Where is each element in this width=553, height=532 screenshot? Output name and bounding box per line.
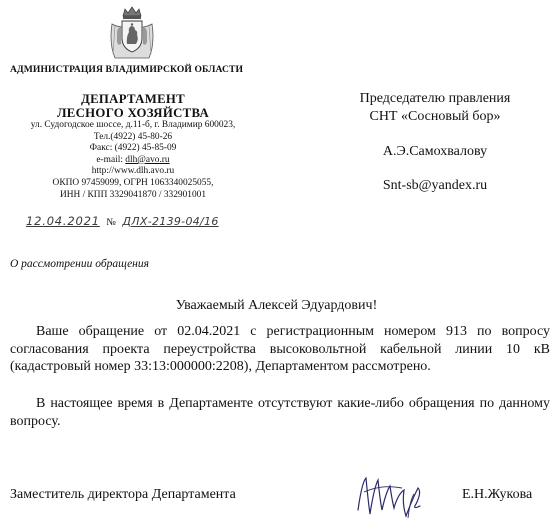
body-paragraph-2: В настоящее время в Департаменте отсутствуют какие-либо обращения по данному вопросу. xyxy=(10,396,550,429)
department-inn-kpp: ИНН / КПП 3329041870 / 332901001 xyxy=(59,189,207,200)
outgoing-date: 12.04.2021 xyxy=(26,214,100,228)
coat-of-arms-icon xyxy=(109,4,155,60)
outgoing-reference xyxy=(26,214,276,228)
department-title-line1: ДЕПАРТАМЕНТ xyxy=(80,92,186,106)
department-letterhead xyxy=(8,92,258,201)
email-link[interactable]: dlh@avo.ru xyxy=(125,154,170,165)
greeting: Уважаемый Алексей Эдуардович! xyxy=(175,298,378,313)
addressee-name: А.Э.Самохвалову xyxy=(382,144,488,159)
email-label: e-mail: xyxy=(96,154,123,165)
department-title-line2: ЛЕСНОГО ХОЗЯЙСТВА xyxy=(56,106,210,120)
signer-title: Заместитель директора Департамента xyxy=(10,487,236,502)
department-email xyxy=(8,155,258,167)
department-fax: Факс: (4922) 45-85-09 xyxy=(89,143,177,154)
addressee-line2: СНТ «Сосновый бор» xyxy=(369,108,501,124)
letter-subject: О рассмотрении обращения xyxy=(10,258,149,270)
addressee-line1: Председателю правления xyxy=(359,91,511,106)
number-sign: № xyxy=(106,217,116,228)
addressee-block xyxy=(330,90,540,125)
department-website[interactable]: http://www.dlh.avo.ru xyxy=(91,166,175,177)
department-okpo-ogrn: ОКПО 97459099, ОГРН 1063340025055, xyxy=(52,177,214,188)
signer-name: Е.Н.Жукова xyxy=(462,487,533,502)
department-address: ул. Судогодское шоссе, д.11-б, г. Владимир 600023, xyxy=(30,120,236,130)
addressee-email[interactable]: Snt-sb@yandex.ru xyxy=(382,178,488,193)
outgoing-number: ДЛХ-2139-04/16 xyxy=(122,215,219,228)
handwritten-signature-icon xyxy=(352,470,442,526)
department-phone: Тел.(4922) 45-80-26 xyxy=(93,131,173,142)
body-paragraph-1: Ваше обращение от 02.04.2021 с регистрационным номером 913 по вопросу согласования проекта переустройства высоковольтной кабельной линии 10 кВ (кадастровый номер 33:13:000000:2208), Департаментом рассмотрено. xyxy=(10,324,550,374)
administration-title: АДМИНИСТРАЦИЯ ВЛАДИМИРСКОЙ ОБЛАСТИ xyxy=(10,64,244,75)
